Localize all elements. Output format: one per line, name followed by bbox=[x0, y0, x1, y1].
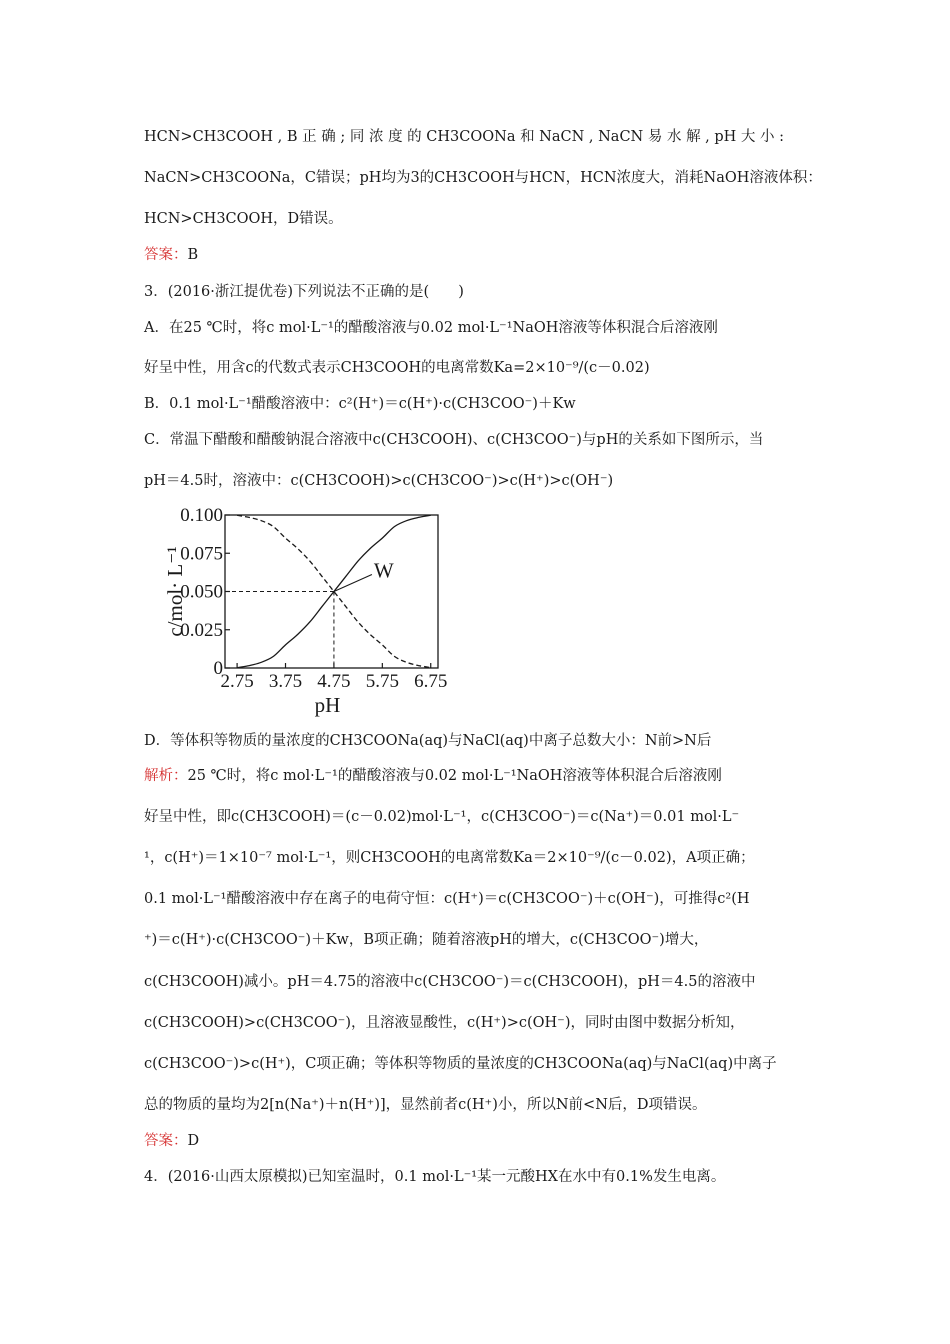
answer-line-1: 答案：B bbox=[144, 247, 199, 263]
y-tick-label-4: 0.100 bbox=[180, 505, 223, 526]
analysis-line-1: 解析：25 ℃时，将c mol·L⁻¹的醋酸溶液与0.02 mol·L⁻¹NaOH溶液等体积混合后溶液刚 bbox=[144, 768, 722, 784]
x-tick-label-3: 5.75 bbox=[365, 671, 399, 692]
y-tick-label-3: 0.075 bbox=[180, 543, 223, 565]
answer-line-2: 答案：D bbox=[144, 1133, 200, 1149]
x-tick-label-4: 6.75 bbox=[414, 671, 448, 692]
analysis-line-2: 好呈中性，即c(CH3COOH)＝(c－0.02)mol·L⁻¹，c(CH3COO⁻)＝c(Na⁺)＝0.01 mol·L⁻ bbox=[144, 809, 740, 825]
analysis-line-8: c(CH3COO⁻)>c(H⁺)，C项正确；等体积等物质的量浓度的CH3COONa(aq)与NaCl(aq)中离子 bbox=[144, 1056, 777, 1072]
text-line-3: HCN>CH3COOH，D错误。 bbox=[144, 211, 343, 227]
option-c-line-2: pH＝4.5时，溶液中：c(CH3COOH)>c(CH3COO⁻)>c(H⁺)>c(OH⁻) bbox=[144, 473, 614, 489]
question-3-stem: 3．(2016·浙江提优卷)下列说法不正确的是( ) bbox=[144, 284, 464, 300]
series-line-solid bbox=[237, 515, 431, 667]
text-line-1: HCN>CH3COOH , B 正 确 ; 同 浓 度 的 CH3COONa 和 NaCN , NaCN 易 水 解 , pH 大 小 : bbox=[144, 129, 785, 145]
y-tick-label-2: 0.050 bbox=[180, 581, 223, 603]
annotation-label-w: W bbox=[373, 558, 394, 583]
chart-svg bbox=[160, 500, 460, 722]
analysis-line-3: ¹，c(H⁺)＝1×10⁻⁷ mol·L⁻¹，则CH3COOH的电离常数Ka＝2×10⁻⁹/(c－0.02)，A项正确； bbox=[144, 850, 755, 866]
option-c-line-1: C．常温下醋酸和醋酸钠混合溶液中c(CH3COOH)、c(CH3COO⁻)与pH的关系如下图所示，当 bbox=[144, 432, 764, 448]
option-b: B．0.1 mol·L⁻¹醋酸溶液中：c²(H⁺)＝c(H⁺)·c(CH3COO⁻)＋Kw bbox=[144, 396, 576, 412]
ph-concentration-chart bbox=[160, 500, 460, 722]
question-4-stem: 4．(2016·山西太原模拟)已知室温时，0.1 mol·L⁻¹某一元酸HX在水中有0.1%发生电离。 bbox=[144, 1169, 726, 1185]
y-tick-label-1: 0.025 bbox=[180, 619, 223, 641]
x-tick-label-0: 2.75 bbox=[220, 671, 254, 692]
option-a-line-1: A．在25 ℃时，将c mol·L⁻¹的醋酸溶液与0.02 mol·L⁻¹NaOH溶液等体积混合后溶液刚 bbox=[144, 320, 718, 336]
y-tick-label-0: 0 bbox=[213, 658, 223, 679]
y-axis-label: c/mol· L⁻¹ bbox=[163, 546, 187, 637]
text-line-2: NaCN>CH3COONa，C错误；pH均为3的CH3COOH与HCN，HCN浓度大，消耗NaOH溶液体积： bbox=[144, 170, 822, 186]
analysis-line-5: ⁺)＝c(H⁺)·c(CH3COO⁻)＋Kw，B项正确；随着溶液pH的增大，c(CH3COO⁻)增大， bbox=[144, 932, 709, 948]
analysis-line-7: c(CH3COOH)>c(CH3COO⁻)，且溶液显酸性，c(H⁺)>c(OH⁻)，同时由图中数据分析知， bbox=[144, 1015, 745, 1031]
analysis-line-4: 0.1 mol·L⁻¹醋酸溶液中存在离子的电荷守恒：c(H⁺)＝c(CH3COO⁻)＋c(OH⁻)，可推得c²(H bbox=[144, 891, 750, 907]
option-a-line-2: 好呈中性，用含c的代数式表示CH3COOH的电离常数Ka=2×10⁻⁹/(c－0.02) bbox=[144, 360, 650, 376]
analysis-line-9: 总的物质的量均为2[n(Na⁺)＋n(H⁺)]，显然前者c(H⁺)小，所以N前<N后，D项错误。 bbox=[144, 1097, 707, 1113]
x-tick-label-2: 4.75 bbox=[317, 671, 351, 692]
x-tick-label-1: 3.75 bbox=[268, 671, 303, 692]
analysis-line-6: c(CH3COOH)减小。pH＝4.75的溶液中c(CH3COO⁻)＝c(CH3COOH)，pH＝4.5的溶液中 bbox=[144, 974, 756, 990]
option-d: D．等体积等物质的量浓度的CH3COONa(aq)与NaCl(aq)中离子总数大小：N前>N后 bbox=[144, 733, 712, 749]
annotation-pointer bbox=[334, 575, 372, 592]
x-axis-label: pH bbox=[314, 693, 341, 717]
